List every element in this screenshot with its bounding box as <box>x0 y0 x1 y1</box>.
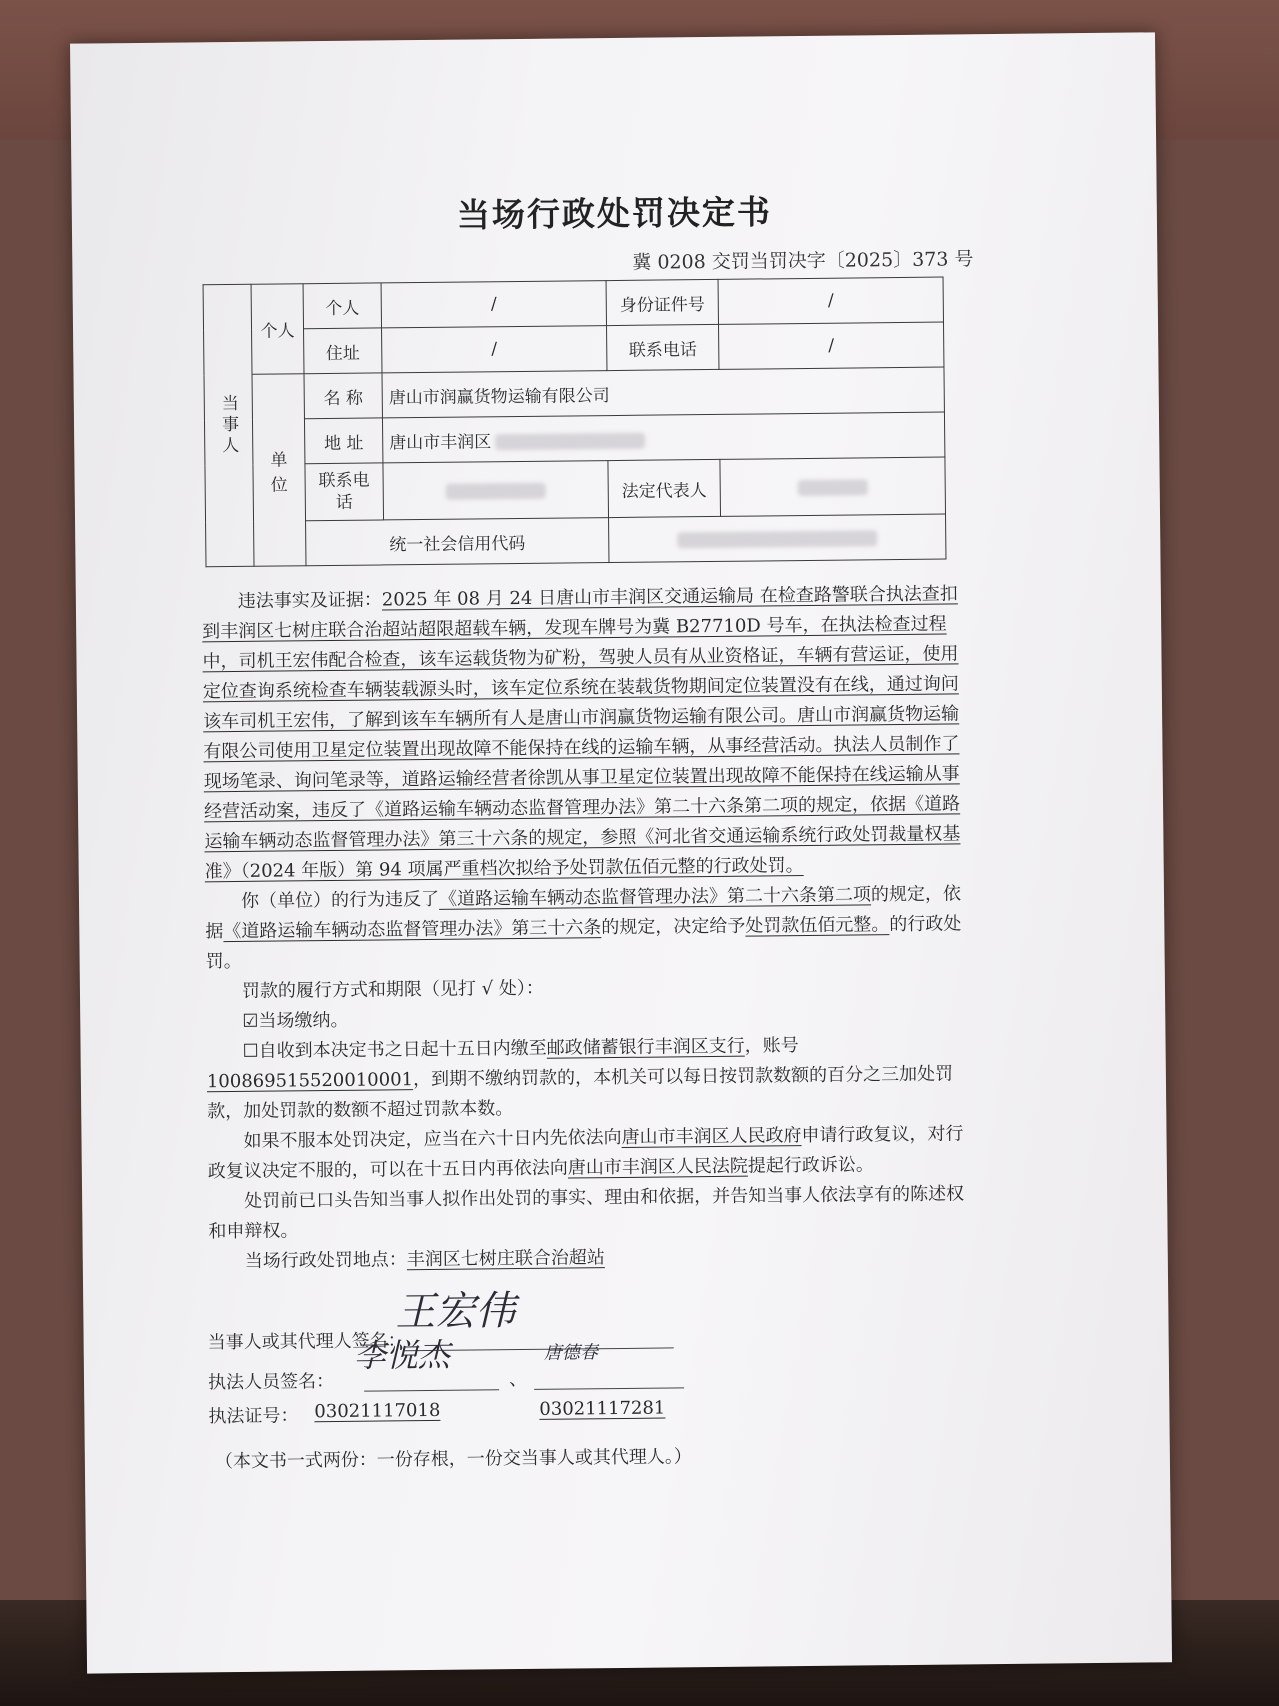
decision-text-2: 的规定，依据 <box>205 883 962 943</box>
individual-name-value: / <box>381 281 606 328</box>
facts-label: 违法事实及证据： <box>237 589 382 612</box>
party-info-table <box>203 277 947 568</box>
officer-signature-2: 唐德春 <box>543 1342 598 1364</box>
payment-option-onsite: ☑当场缴纳。 <box>242 1009 349 1032</box>
payment-option-suffix: ，到期不缴纳罚款的，本机关可以每日按罚款数额的百分之三加处罚款，加处罚款的数额不超过罚款本数。 <box>207 1063 954 1123</box>
redacted-legal-rep <box>798 479 868 496</box>
credit-code-label: 统一社会信用代码 <box>306 518 609 566</box>
bank-name: 邮政储蓄银行丰润区支行 <box>546 1035 745 1059</box>
litigation-court: 唐山市丰润区人民法院 <box>567 1155 748 1179</box>
cert-number-2: 03021117281 <box>539 1397 666 1420</box>
unit-contact-label: 联系电话 <box>305 463 384 521</box>
individual-address-label: 住址 <box>304 328 382 374</box>
facts-text: 2025 年 08 月 24 日唐山市丰润区交通运输局 在检查路警联合执法查扣到丰润区七树庄联合治超站超限超载车辆，发现车牌号为冀 B27710D 号车，在执法检查过程中，司机王宏伟配合检查，该车运载货物为矿粉，驾驶人员有从业资格证，车辆有营运证，使用定位查询系统检查车辆装载源头时，该车定位系统在装载货物期间定位装置没有在线，通过询问该车司机王宏伟，了解到该车车辆所有人是唐山市润赢货物运输有限公司。唐山市润赢货物运输有限公司使用卫星定位装置出现故障不能保持在线的运输车辆，从事经营活动。执法人员制作了现场笔录、询问笔录等，道路运输经营者徐凯从事卫星定位装置出现故障不能保持在线运输从事经营活动案，违反了《道路运输车辆动态监督管理办法》第二十六条第二项的规定，依据《道路运输车辆动态监督管理办法》第三十六条的规定，参照《河北省交通运输系统行政处罚裁量权基准》（2024 年版）第 94 项属严重档次拟给予处罚款伍佰元整的行政处罚。 <box>202 583 961 883</box>
officer-signature-line-2 <box>534 1387 684 1390</box>
appeal-paragraph <box>207 1119 968 1187</box>
officer-signature-label: 执法人员签名： <box>207 1370 335 1394</box>
unit-contact-value <box>383 461 609 520</box>
redacted-phone <box>446 482 546 499</box>
officer-signature-1: 李悦杰 <box>353 1335 450 1375</box>
id-number-value: / <box>718 277 943 324</box>
footer-note: （本文书一式两份：一份存根，一份交当事人或其代理人。） <box>214 1446 692 1473</box>
officer-signature-line-1 <box>364 1389 499 1391</box>
account-label: ，账号 <box>744 1035 799 1057</box>
facts-paragraph <box>202 579 965 887</box>
penalty-amount: 处罚款伍佰元整。 <box>745 914 890 937</box>
violated-provision: 《道路运输车辆动态监督管理办法》第二十六条第二项 <box>438 884 872 910</box>
redacted-address <box>495 433 645 451</box>
individual-phone-label: 联系电话 <box>607 324 719 370</box>
document-number: 冀 0208 交罚当罚决字〔2025〕373 号 <box>632 248 974 274</box>
unit-name-value: 唐山市润赢货物运输有限公司 <box>382 367 944 418</box>
signature-separator: 、 <box>508 1368 528 1391</box>
appeal-text-3: 提起行政诉讼。 <box>747 1154 874 1177</box>
appeal-text-1: 如果不服本处罚决定，应当在六十日内先依法向 <box>243 1126 622 1152</box>
party-signature-label: 当事人或其代理人签名： <box>207 1330 406 1354</box>
notice-paragraph: 处罚前已口头告知当事人拟作出处罚的事实、理由和依据，并告知当事人依法享有的陈述权和申辩权。 <box>208 1183 965 1243</box>
appeal-text-2: 申请行政复议，对行政复议决定不服的，可以在十五日内再依法向 <box>207 1123 964 1183</box>
id-number-label: 身份证件号 <box>606 279 718 325</box>
party-signature: 王宏伟 <box>395 1288 516 1336</box>
individual-address-value: / <box>382 326 607 373</box>
payment-option-text: ☐自收到本决定书之日起十五日内缴至 <box>242 1037 547 1062</box>
payment-option-bank <box>206 1029 967 1127</box>
legal-rep-value <box>720 457 946 516</box>
decision-paragraph <box>205 879 966 977</box>
location-value: 丰润区七树庄联合治超站 <box>406 1247 605 1271</box>
review-authority: 唐山市丰润区人民政府 <box>621 1125 802 1148</box>
individual-name-label: 个人 <box>303 283 381 329</box>
location-label: 当场行政处罚地点： <box>244 1249 407 1272</box>
cert-number-1: 03021117018 <box>314 1399 441 1423</box>
decision-text-4: 的行政处罚。 <box>205 913 962 973</box>
unit-name-label: 名 称 <box>304 373 382 419</box>
decision-text-3: 的规定，决定给予 <box>601 915 746 939</box>
account-number: 100869515520010001 <box>206 1069 414 1093</box>
credit-code-value <box>609 514 946 563</box>
individual-phone-value: / <box>719 322 944 369</box>
penalty-basis: 《道路运输车辆动态监督管理办法》第三十六条 <box>223 917 602 943</box>
payment-intro: 罚款的履行方式和期限（见打 √ 处）： <box>241 977 544 1002</box>
cert-label: 执法证号： <box>208 1405 299 1428</box>
party-label: 当事人 <box>203 284 254 566</box>
unit-label: 单 位 <box>252 374 306 567</box>
unit-address-label: 地 址 <box>304 418 382 464</box>
unit-address-cell <box>382 412 944 463</box>
decision-text-1: 你（单位）的行为违反了 <box>240 888 440 912</box>
redacted-credit-code <box>677 530 877 548</box>
legal-rep-label: 法定代表人 <box>608 459 721 517</box>
individual-label: 个人 <box>251 284 304 375</box>
document-title: 当场行政处罚决定书 <box>456 192 773 235</box>
unit-address-value: 唐山市丰润区 <box>389 431 492 453</box>
penalty-decision-paper <box>70 32 1172 1673</box>
document-body <box>202 579 969 1277</box>
